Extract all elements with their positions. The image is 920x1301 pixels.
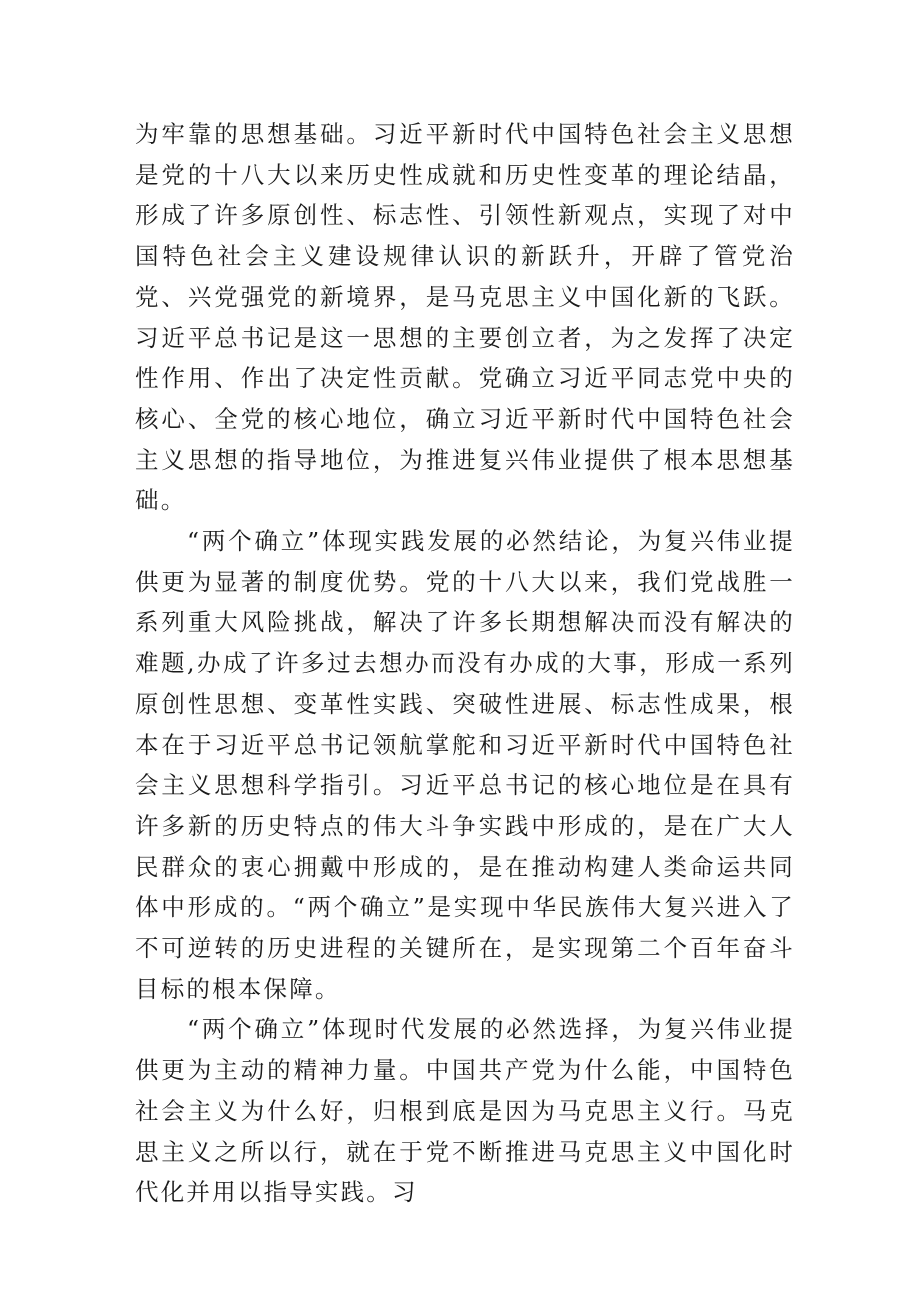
paragraph-2: “两个确立”体现实践发展的必然结论，为复兴伟业提供更为显著的制度优势。党的十八大以来，我们党战胜一系列重大风险挑战，解决了许多长期想解决而没有解决的难题,办成了许多过去想办而没有办成的大事，形成一系列原创性思想、变革性实践、突破性进展、标志性成果，根本在于习近平总书记领航掌舵和习近平新时代中国特色社会主义思想科学指引。习近平总书记的核心地位是在具有许多新的历史特点的伟大斗争实践中形成的，是在广大人民群众的衷心拥戴中形成的，是在推动构建人类命运共同体中形成的。“两个确立”是实现中华民族伟大复兴进入了不可逆转的历史进程的关键所在，是实现第二个百年奋斗目标的根本保障。	[135, 527, 795, 1003]
document-body	[135, 114, 795, 1213]
paragraph-3: “两个确立”体现时代发展的必然选择，为复兴伟业提供更为主动的精神力量。中国共产党为什么能，中国特色社会主义为什么好，归根到底是因为马克思主义行。马克思主义之所以行，就在于党不断推进马克思主义中国化时代化并用以指导实践。习	[135, 1015, 795, 1207]
paragraph-1: 为牢靠的思想基础。习近平新时代中国特色社会主义思想是党的十八大以来历史性成就和历史性变革的理论结晶，形成了许多原创性、标志性、引领性新观点，实现了对中国特色社会主义建设规律认识的新跃升，开辟了管党治党、兴党强党的新境界，是马克思主义中国化新的飞跃。习近平总书记是这一思想的主要创立者，为之发挥了决定性作用、作出了决定性贡献。党确立习近平同志党中央的核心、全党的核心地位，确立习近平新时代中国特色社会主义思想的指导地位，为推进复兴伟业提供了根本思想基础。	[135, 120, 795, 515]
